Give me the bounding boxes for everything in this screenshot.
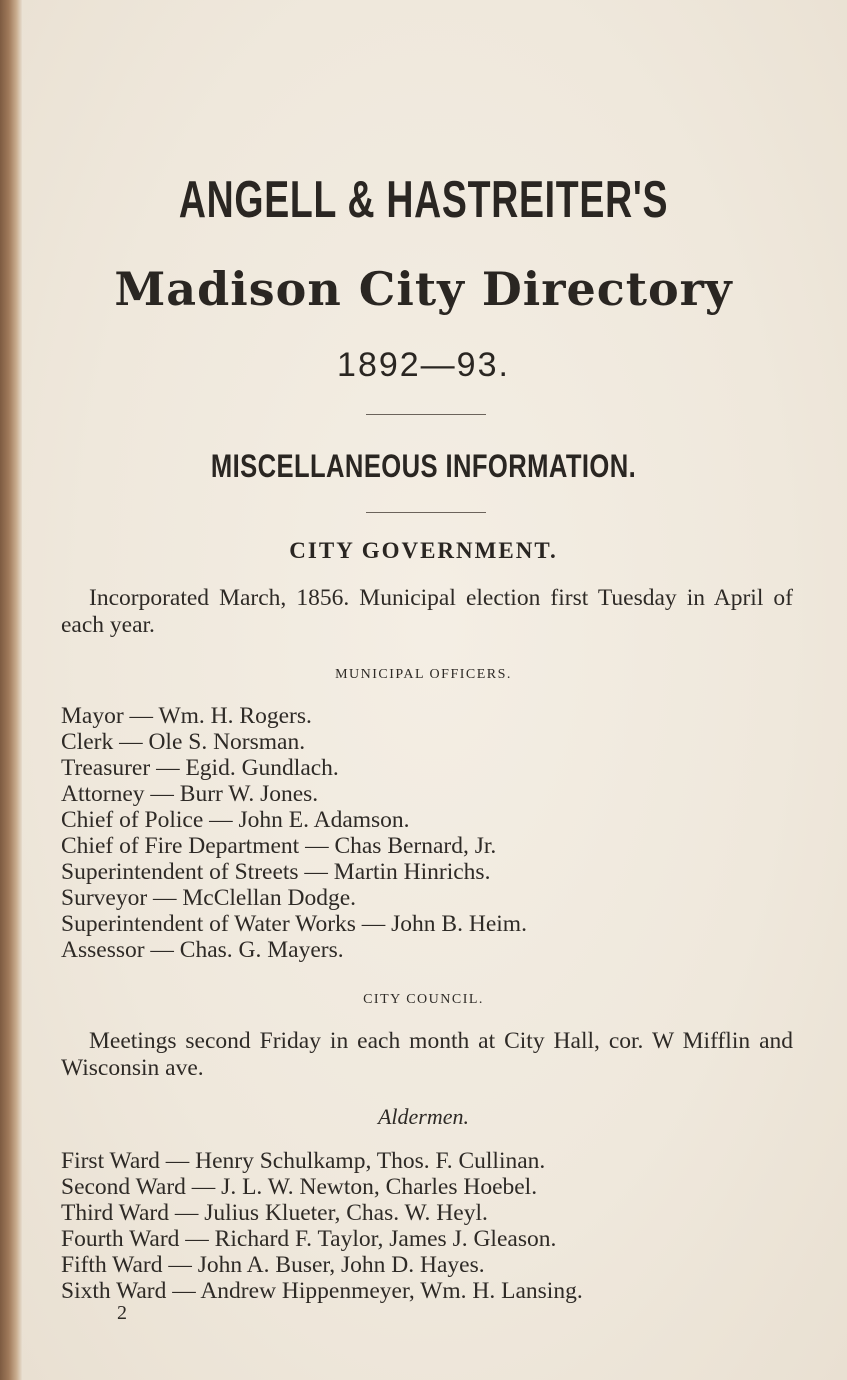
aldermen-list: [61, 1148, 583, 1304]
officers-list: [61, 703, 527, 963]
list-item: Fourth Ward — Richard F. Taylor, James J. Gleason.: [61, 1226, 557, 1252]
publisher-title: ANGELL & HASTREITER'S: [178, 171, 669, 229]
subheading-aldermen: Aldermen.: [377, 1104, 470, 1129]
list-item: Sixth Ward — Andrew Hippenmeyer, Wm. H. Lansing.: [61, 1278, 583, 1304]
list-item: Attorney — Burr W. Jones.: [61, 781, 319, 807]
list-item: Second Ward — J. L. W. Newton, Charles Hoebel.: [61, 1174, 538, 1200]
list-item: Fifth Ward — John A. Buser, John D. Hayes.: [61, 1252, 485, 1278]
directory-title: Madison City Directory: [114, 262, 733, 316]
list-item: Superintendent of Streets — Martin Hinrichs.: [61, 859, 491, 885]
book-binding-edge: [0, 0, 22, 1380]
list-item: Superintendent of Water Works — John B. Heim.: [61, 911, 527, 937]
list-item: Clerk — Ole S. Norsman.: [61, 729, 306, 755]
list-item: Chief of Fire Department — Chas Bernard, Jr.: [61, 833, 497, 859]
city-government-paragraph: Incorporated March, 1856. Municipal election first Tuesday in April of each year.: [61, 585, 793, 638]
page-heading: MISCELLANEOUS INFORMATION.: [210, 448, 637, 484]
divider-bottom: [366, 512, 486, 513]
list-item: Mayor — Wm. H. Rogers.: [61, 703, 312, 729]
list-item: First Ward — Henry Schulkamp, Thos. F. Cullinan.: [61, 1148, 546, 1174]
divider-top: [366, 414, 486, 415]
city-council-paragraph: Meetings second Friday in each month at City Hall, cor. W Mifflin and Wisconsin ave.: [61, 1028, 793, 1081]
section-heading-city-council: CITY COUNCIL.: [363, 992, 484, 1007]
page-number: 2: [117, 1302, 127, 1324]
subheading-municipal-officers: MUNICIPAL OFFICERS.: [335, 667, 512, 682]
list-item: Chief of Police — John E. Adamson.: [61, 807, 410, 833]
section-heading-city-government: CITY GOVERNMENT.: [289, 538, 558, 563]
list-item: Treasurer — Egid. Gundlach.: [61, 755, 339, 781]
list-item: Surveyor — McClellan Dodge.: [61, 885, 357, 911]
list-item: Third Ward — Julius Klueter, Chas. W. Heyl.: [61, 1200, 488, 1226]
directory-year: 1892—93.: [337, 346, 510, 384]
list-item: Assessor — Chas. G. Mayers.: [61, 937, 344, 963]
